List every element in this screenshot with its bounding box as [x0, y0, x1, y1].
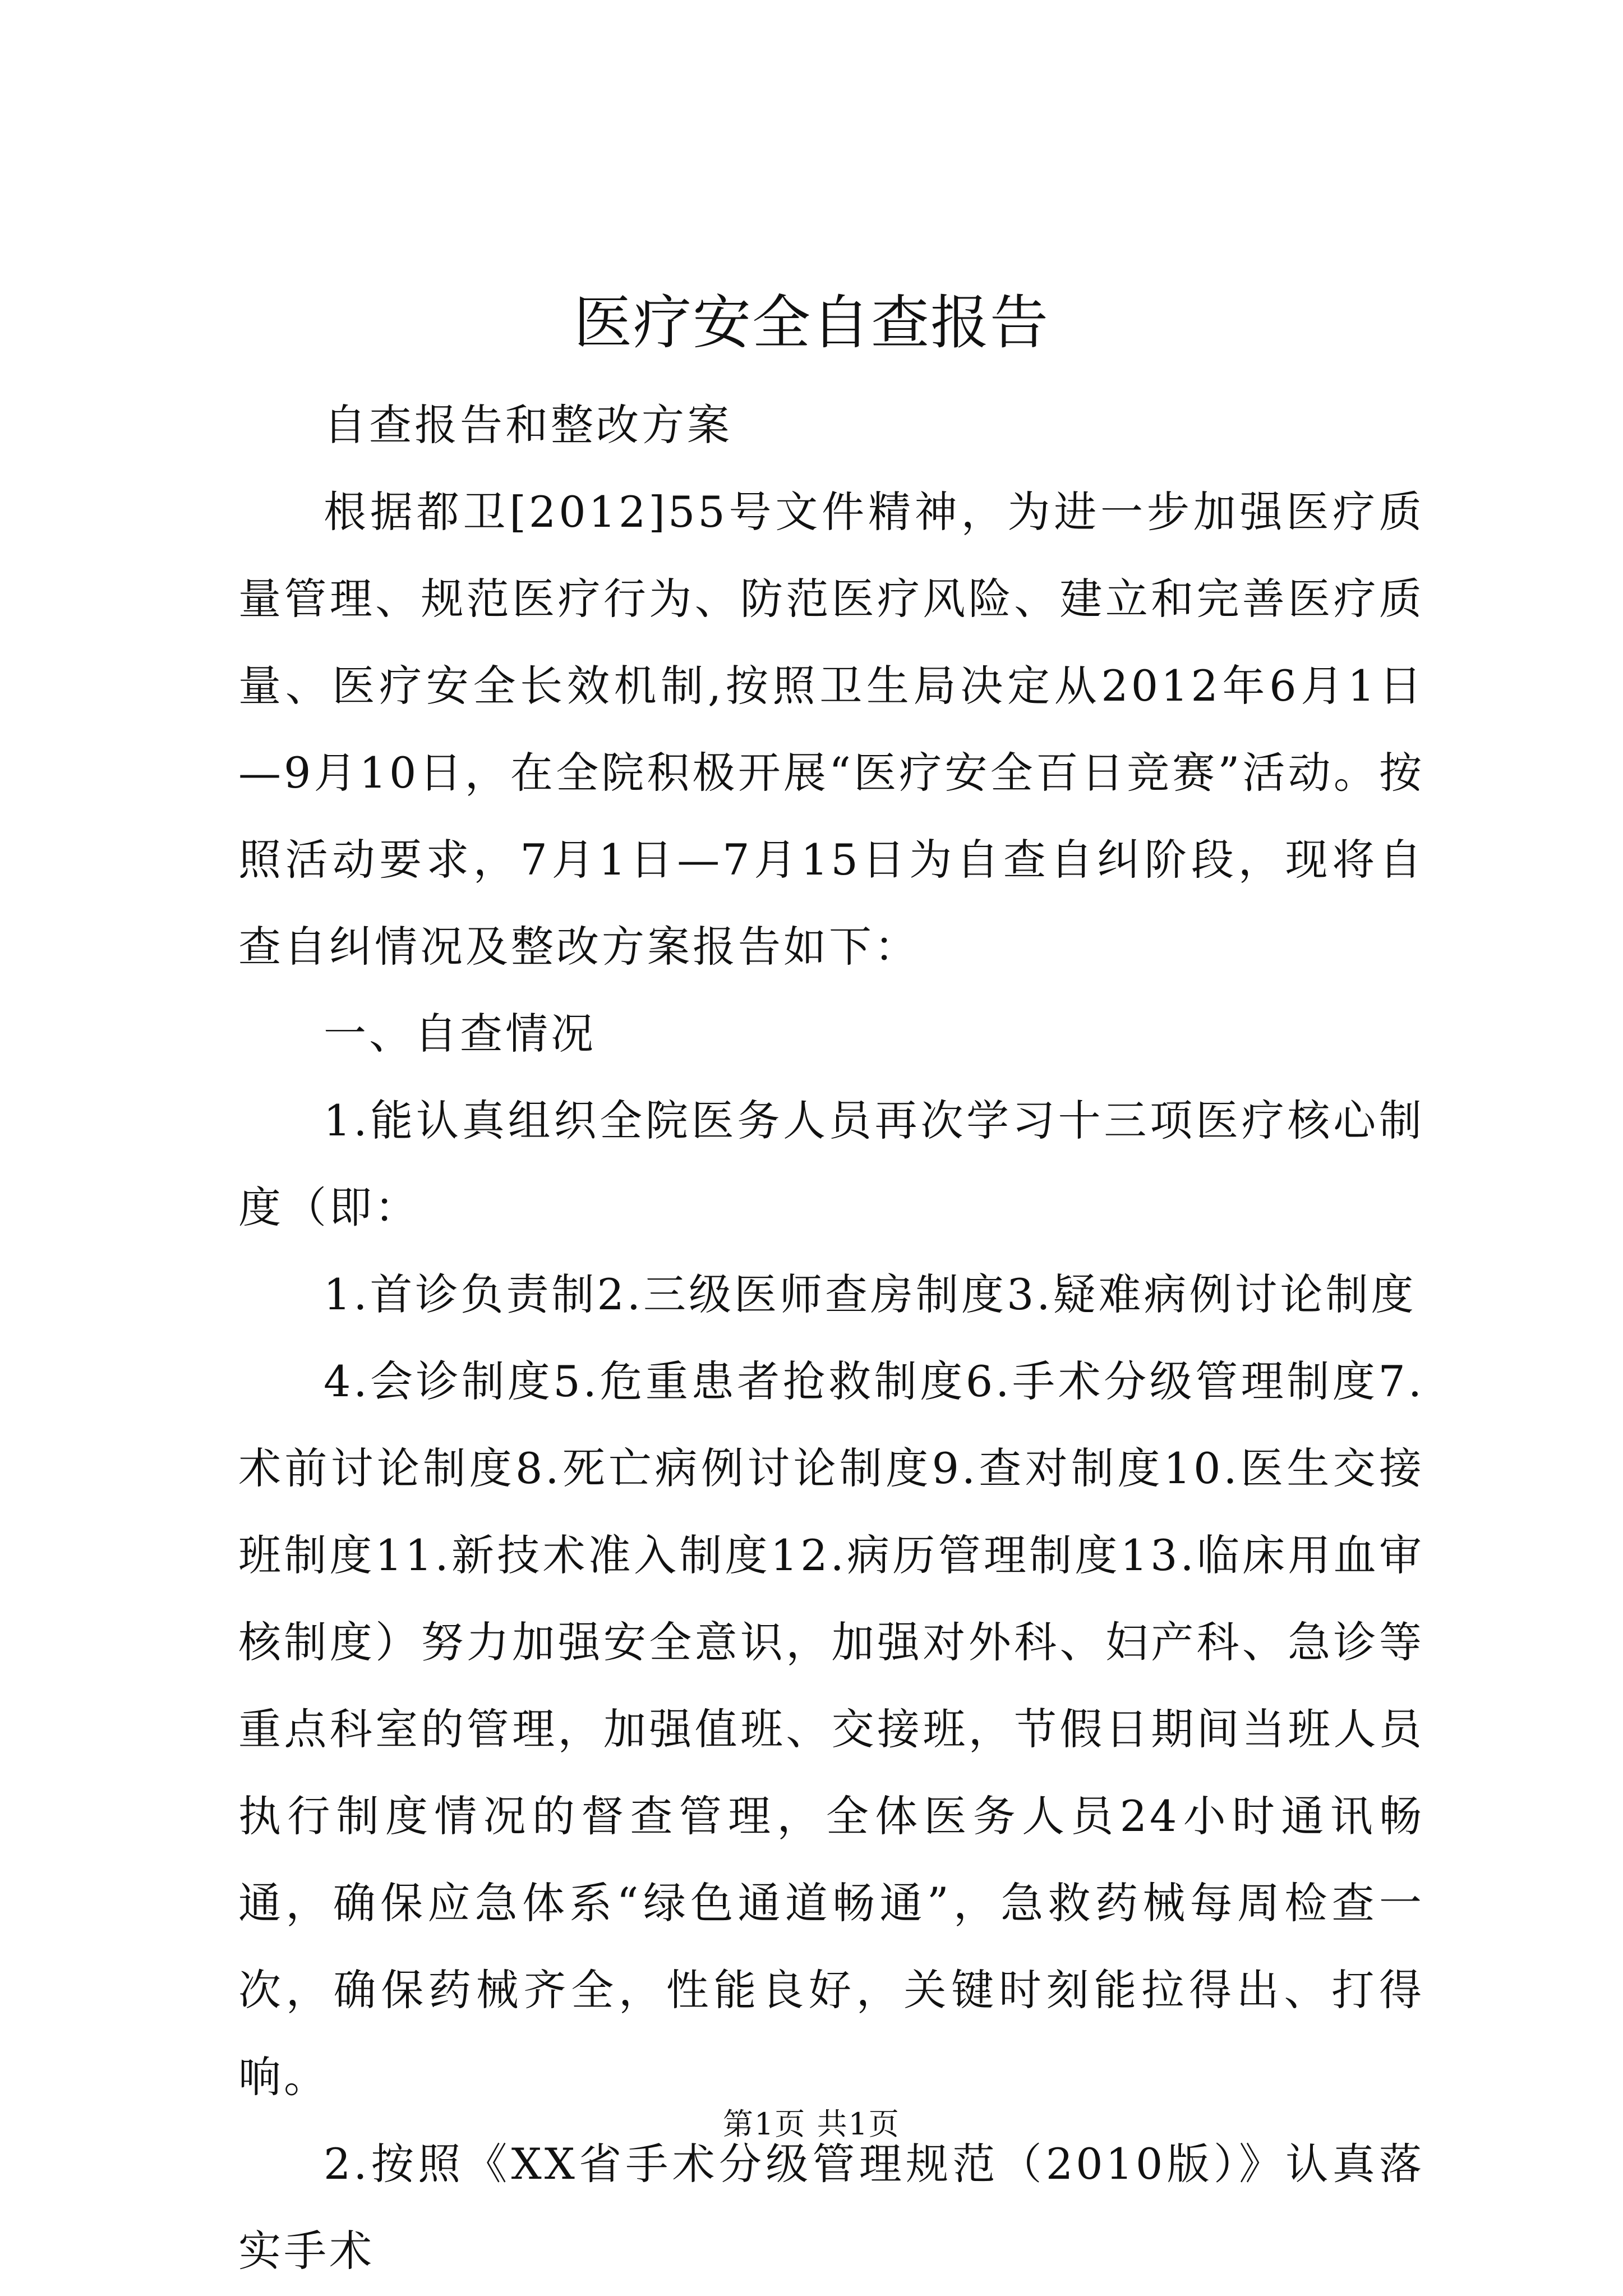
paragraph-item-2: 2.按照《XX省手术分级管理规范（2010版）》认真落实手术 [238, 2139, 1424, 2276]
page-footer: 第1页 共1页 [723, 2106, 900, 2142]
paragraph-intro: 根据都卫[2012]55号文件精神，为进一步加强医疗质量管理、规范医疗行为、防范医疗风险、建立和完善医疗质量、医疗安全长效机制,按照卫生局决定从2012年6月1日—9月10日，在全院积极开展“医疗安全百日竞赛”活动。按照活动要求，7月1日—7月15日为自查自纠阶段，现将自查自纠情况及整改方案报告如下： [238, 487, 1424, 972]
section-heading: 一、自查情况 [324, 1009, 596, 1059]
document-body [238, 381, 1424, 2294]
paragraph-core-list: 1.首诊负责制2.三级医师查房制度3.疑难病例讨论制度 [324, 1269, 1417, 1319]
document-title: 医疗安全自查报告 [573, 288, 1049, 357]
paragraph-core-list-continued: 4.会诊制度5.危重患者抢救制度6.手术分级管理制度7.术前讨论制度8.死亡病例讨论制度9.查对制度10.医生交接班制度11.新技术准入制度12.病历管理制度13.临床用血审核制度）努力加强安全意识，加强对外科、妇产科、急诊等重点科室的管理，加强值班、交接班，节假日期间当班人员执行制度情况的督查管理，全体医务人员24小时通讯畅通，确保应急体系“绿色通道畅通”，急救药械每周检查一次，确保药械齐全，性能良好，关键时刻能拉得出、打得响。 [238, 1356, 1424, 2102]
paragraph-item-1: 1.能认真组织全院医务人员再次学习十三项医疗核心制度（即： [238, 1096, 1424, 1232]
paragraph-subtitle: 自查报告和整改方案 [324, 400, 732, 450]
